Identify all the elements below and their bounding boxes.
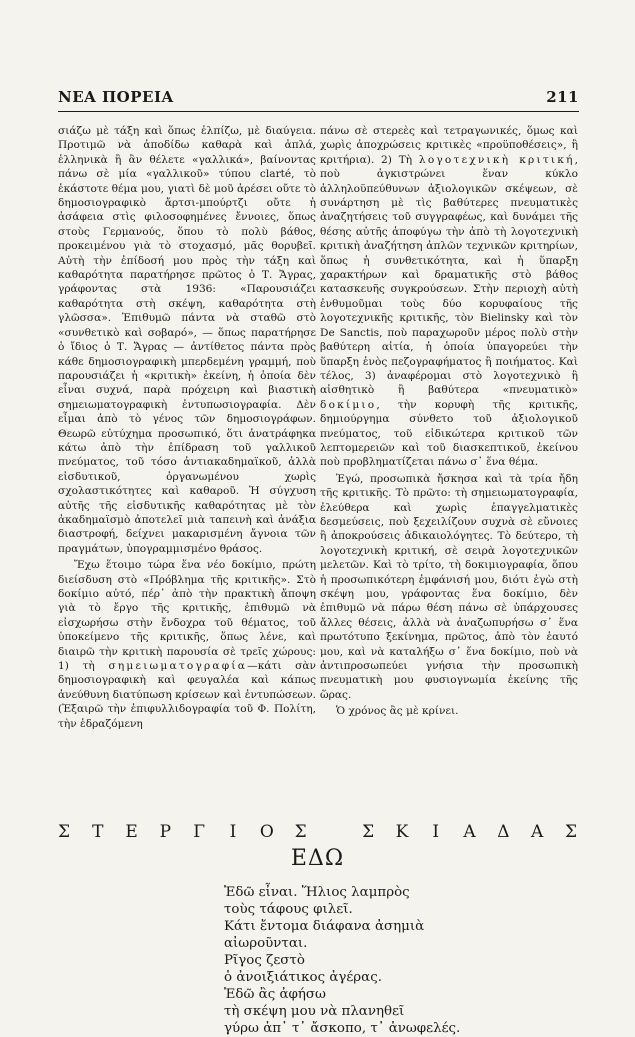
author-letter: Τ [92,822,104,842]
page-number: 211 [546,88,579,106]
left-paragraph-2-text: Ἔχω ἕτοιμο τώρα ἕνα νέο δοκίμιο, πρώτη διείσδυση στὸ «Πρόβλημα τῆς κριτικῆς». Στὸ δοκίμιο αὐτό, πέρ᾽ ἀπὸ τὴν πρακτικὴ ἄποψη γιὰ τὸ ἔργο τῆς κριτικῆς, ἐπιθυμῶ νὰ εἰσχωρήσω στὴν ἔνδοχρα τοῦ θέματος, τοῦ ὑποκείμενο τῆς κριτικῆς, ὅπως λένε, καὶ διαιρῶ τὴν κριτικὴ παρουσία σὲ τρεῖς χώρους: 1) τὴ [58,559,316,673]
left-paragraph-2-end: —κάτι σὰν δημοσιογραφικὴ καὶ φευγαλέα καὶ κάπως ἀνεύθυνη διατύπωση κρίσεων καὶ ἐντυπώσεων. (Ἐξαιρῶ τὴν ἐπιφυλλιδογραφία τοῦ Φ. Πολίτη, τὴν ἑδραζόμενη [58,660,316,730]
right-paragraph-3: Ὁ χρόνος ἂς μὲ κρίνει. [336,705,459,718]
right-paragraph-1 [320,124,578,470]
running-head [58,88,579,106]
poem-line: ὁ ἀνοιξιάτικος ἀγέρας. [224,970,382,985]
poem-line: Ρῖγος ζεστὸ [224,953,305,968]
poem-line: Ἐδῶ ἂς ἀφήσω [224,987,326,1002]
left-paragraph-2 [58,558,316,731]
right-paragraph-1-start: πάνω σὲ στερεὲς καὶ τετραγωνικές, ὅμως καὶ χωρὶς ἀποχρώσεις κριτικὲς «προϋποθέσεις», ἢ κριτήρια). 2) Τὴ [320,125,578,166]
author-letter: Κ [395,822,409,842]
spaced-term-essay: δοκίμιο [320,398,377,411]
author-letter: Ι [432,822,440,842]
journal-title: ΝΕΑ ΠΟΡΕΙΑ [58,88,174,106]
author-letter: Ο [259,822,274,842]
poem-line: αἰωροῦνται. [224,936,308,951]
author-letter: Σ [362,822,375,842]
spaced-term-literary-criticism: λογοτεχνικὴ κριτική [418,153,575,166]
right-paragraph-1-end: , τὴν κορυφὴ τῆς κριτικῆς, δημιούργημα σύνθετο τοῦ ἀξιολογικοῦ πνεύματος, τοῦ εἰδικώτερα κριτικοῦ τῶν λεπτομερειῶν καὶ τοῦ διασκεπτικοῦ, ἐκείνου ποὺ προβληματίζεται πάνω σ᾽ ἕνα θέμα. [320,398,578,469]
author-letter: Ε [125,822,138,842]
left-column [58,124,316,731]
poem-body [224,884,460,1037]
poem-title: ΕΔΩ [290,846,345,871]
poem-line: τὴ σκέψη μου νὰ πλανηθεῖ [224,1004,405,1019]
author-letter: Α [531,822,544,842]
poem-author [52,822,583,842]
author-letter: Σ [57,822,71,842]
author-letter: Γ [193,822,206,842]
spaced-term-sketch: σημειωματογραφία [108,660,248,673]
author-letter: Σ [294,822,307,842]
poem-line: τοὺς τάφους φιλεῖ. [224,902,353,917]
header-rule [58,111,579,112]
right-paragraph-2: Ἐγώ, προσωπικὰ ἤσκησα καὶ τὰ τρία ἤδη τῆς κριτικῆς. Τὸ πρῶτο: τὴ σημειωματογραφία, ἐλεύθερα καὶ χωρὶς ἐπαγγελματικὲς δεσμεύσεις, ποὺ ξεχειλίζουν συχνὰ σὲ εὔνοιες ἢ ἀποκρούσεις ἀδικαιολόγητες. Τὸ δεύτερο, τὴ λογοτεχνικὴ κριτική, σὲ σειρὰ λογοτεχνικῶν μελετῶν. Καὶ τὸ τρίτο, τὴ δοκιμιογραφία, ὅπου ἡ προσωπικότερη ἐμφάνισή μου, διότι ἐγὼ στὴ σκέψη μου, γράφοντας ἕνα δοκίμιο, δὲν ἐπιθυμῶ νὰ πάρω θέση πάνω σὲ ὑπάρχουσες ἄλλες θέσεις, ἀλλὰ νὰ ἀναζωπυρήσω σ᾽ ἕνα πρωτότυπο ξεκίνημα, πρῶτος, ἀπὸ τὸν ἑαυτό μου, καὶ νὰ καταλήξω σ᾽ ἕνα δοκίμιο, ποὺ νὰ ἀντιπροσωπεύει γνήσια τὴν προσωπικὴ πνευματικὴ μου φυσιογνωμία ἐκείνης τῆς ὥρας. [320,472,578,701]
right-paragraph-1-mid: , ποὺ ἀγκιστρώνει ἕναν κύκλο ἀλληλοϋπεύθυνων ἀξιολογικῶν σκέψεων, σὲ συνάρτηση μὲ τὶς βαθύτερες πνευματικὲς ἀναζητήσεις τοῦ συγγραφέως, καὶ δυνάμει τῆς θέσης αὐτῆς ἀποφύγω τὴν ἀπὸ τὴ λογοτεχνικὴ κριτικὴ ἀναζήτηση ἁπλῶν τεχνικῶν κριτηρίων, ὅπως ἡ συνθετικότητα, καὶ ἡ ὕπαρξη χαρακτήρων καὶ δραματικῆς στὸ βάθος κατασκευῆς συγκρούσεων. Στὴν περιοχὴ αὐτὴ ἐνθυμοῦμαι τοὺς δύο κορυφαίους τῆς λογοτεχνικῆς κριτικῆς, τὸν Bielinsky καὶ τὸν De Sanctis, ποὺ παραχωροῦν μέρος πολὺ στὴν βαθύτερη αἰτία, ἡ ὁποία ὑπαγορεύει τὴν ὕπαρξη ἑνὸς πεζογραφήματος ἢ ποιήματος. Καὶ τέλος, 3) ἀναφέρομαι στὸ λογοτεχνικὸ ἢ αἰσθητικὸ ἢ βαθύτερα «πνευματικὸ» [320,153,578,397]
poem-line: Κάτι ἔντομα διάφανα ἀσημιὰ [224,919,425,934]
poem-line: Ἐδῶ εἶναι. Ἥλιος λαμπρὸς [224,885,410,900]
author-letter: Δ [497,822,510,842]
left-paragraph-1: σιάζω μὲ τάξη καὶ ὅπως ἐλπίζω, μὲ διαύγεια. Προτιμῶ νὰ ἀποδίδω καθαρὰ καὶ ἁπλά, ἑλληνικὰ ἢ ἂν θέλετε «γαλλικά», βαίνοντας πάνω σὲ μία «γαλλικοῦ» τύπου clarté, τὸ ἑκάστοτε θέμα μου, γιατὶ δὲ μοῦ ἀρέσει οὔτε τὸ δημοσιογραφικὸ ἄρτσι-μπούρτζι οὔτε ἡ ἀσάφεια στὶς φιλοσοφημένες ἔννοιες, ὅπως στοὺς Γερμανούς, ὅπου τὸ πολὺ βάθος, προκειμένου γιὰ τὸ στοχασμό, μᾶς θορυβεῖ. Αὐτὴ τὴν ἐπίδοσή μου πρὸς τὴν τάξη καὶ καθαρότητα παρατήρησε πρῶτος ὁ Τ. Ἄγρας, γράφοντας στὰ 1936: «Παρουσιάζει καθαρότητα στὴ σκέψη, καθαρότητα στὴ γλῶσσα». Ἐπιθυμῶ πάντα νὰ σταθῶ στὸ «συνθετικὸ καὶ σοβαρό», — ὅπως παρατήρησε ὁ ἴδιος ὁ Τ. Ἄγρας — ἀντίθετος πάντα πρὸς κάθε δημοσιογραφικὴ μπερδεμένη γραμμή, ποὺ παρουσιάζει ἡ «κριτικὴ» ἐκείνη, ἡ ὁποία δὲν εἶναι συχνά, παρὰ πρόχειρη καὶ βιαστικὴ σημειωματογραφικὴ ἐντυπωσιογραφία. Δὲν εἶμαι ἀπὸ τὸ γένος τῶν δημοσιογράφων. Θεωρῶ εὐτύχημα προσωπικό, ὅτι ἀνατράφηκα κάτω ἀπὸ τὴν ἐπίδραση τοῦ γαλλικοῦ πνεύματος, τοῦ τόσο ἀντιακαδημαϊκοῦ, ἀλλὰ εἰσδυτικοῦ, ὀργανωμένου χωρὶς σχολαστικότητες καὶ καθαροῦ. Ἡ σύγχυση αὐτῆς τῆς εἰσδυτικῆς καθαρότητας μὲ τὸν ἀκαδημαϊσμὸ ἀποτελεῖ μιὰ ταπεινὴ καὶ ἀνάξια διαστροφή, δείχνει μακαρισμένη ἄγνοια τῶν πραγμάτων, ὑπογραμμισμένο θράσος. [58,125,316,555]
author-letter: Α [463,822,476,842]
author-letter: Ρ [159,822,172,842]
author-letter: Ι [229,822,237,842]
author-gap [322,822,346,842]
poem-line: γύρω ἀπ᾽ τ᾽ ἄσκοπο, τ᾽ ἀνωφελές. [224,1021,461,1036]
right-column [320,124,578,719]
author-letter: Σ [564,822,577,842]
